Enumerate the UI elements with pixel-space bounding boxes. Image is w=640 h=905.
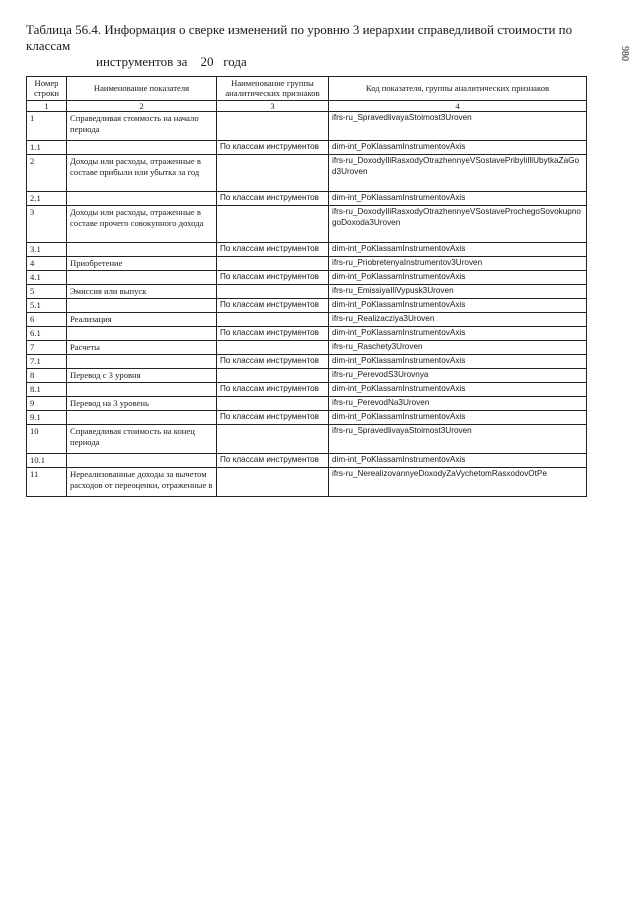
column-number: 1 bbox=[27, 100, 67, 111]
header-indicator-code: Код показателя, группы аналитических признаков bbox=[329, 77, 587, 101]
indicator-code-cell: ifrs-ru_SpravedlivayaStoimost3Uroven bbox=[329, 112, 587, 141]
column-number: 4 bbox=[329, 100, 587, 111]
row-number-cell: 2.1 bbox=[27, 192, 67, 206]
indicator-name-cell bbox=[67, 141, 217, 155]
table-header-row bbox=[27, 77, 587, 101]
indicator-code-cell: dim-int_PoKlassamInstrumentovAxis bbox=[329, 454, 587, 468]
row-number-cell: 3 bbox=[27, 206, 67, 243]
row-number-cell: 4 bbox=[27, 257, 67, 271]
title-line-2-blank-year: 20 bbox=[200, 54, 214, 69]
indicator-name-cell: Справедливая стоимость на конец периода bbox=[67, 425, 217, 454]
table-title bbox=[26, 22, 614, 70]
indicator-code-cell: ifrs-ru_PriobretenyaInstrumentov3Uroven bbox=[329, 257, 587, 271]
row-number-cell: 1 bbox=[27, 112, 67, 141]
indicator-name-cell bbox=[67, 327, 217, 341]
row-number-cell: 7.1 bbox=[27, 355, 67, 369]
row-number-cell: 9.1 bbox=[27, 411, 67, 425]
indicator-code-cell: ifrs-ru_DoxodyIliRasxodyOtrazhennyeVSostavePribyliIliUbytkaZaGod3Uroven bbox=[329, 155, 587, 192]
table-row bbox=[27, 454, 587, 468]
table-row bbox=[27, 355, 587, 369]
table-row bbox=[27, 112, 587, 141]
indicator-name-cell: Перевод с 3 уровня bbox=[67, 369, 217, 383]
indicator-name-cell bbox=[67, 383, 217, 397]
indicator-code-cell: dim-int_PoKlassamInstrumentovAxis bbox=[329, 141, 587, 155]
row-number-cell: 5 bbox=[27, 285, 67, 299]
table-row bbox=[27, 155, 587, 192]
group-name-cell: По классам инструментов bbox=[217, 271, 329, 285]
table-row bbox=[27, 411, 587, 425]
indicator-code-cell: ifrs-ru_PerevodS3Urovnya bbox=[329, 369, 587, 383]
group-name-cell bbox=[217, 313, 329, 327]
column-number: 2 bbox=[67, 100, 217, 111]
table-body bbox=[27, 112, 587, 497]
indicator-name-cell bbox=[67, 243, 217, 257]
group-name-cell: По классам инструментов bbox=[217, 141, 329, 155]
indicator-name-cell: Справедливая стоимость на начало периода bbox=[67, 112, 217, 141]
group-name-cell: По классам инструментов bbox=[217, 383, 329, 397]
table-row bbox=[27, 383, 587, 397]
table-row bbox=[27, 299, 587, 313]
table-row bbox=[27, 285, 587, 299]
table-row bbox=[27, 271, 587, 285]
row-number-cell: 5.1 bbox=[27, 299, 67, 313]
indicator-name-cell bbox=[67, 271, 217, 285]
indicator-name-cell: Реализация bbox=[67, 313, 217, 327]
row-number-cell: 8 bbox=[27, 369, 67, 383]
indicator-name-cell: Приобретение bbox=[67, 257, 217, 271]
table-row bbox=[27, 397, 587, 411]
column-number: 3 bbox=[217, 100, 329, 111]
table-row bbox=[27, 327, 587, 341]
header-group-name: Наименование группы аналитических признаков bbox=[217, 77, 329, 101]
group-name-cell bbox=[217, 341, 329, 355]
title-line-2-year-word: года bbox=[223, 54, 247, 69]
indicator-code-cell: dim-int_PoKlassamInstrumentovAxis bbox=[329, 411, 587, 425]
group-name-cell bbox=[217, 468, 329, 497]
group-name-cell bbox=[217, 155, 329, 192]
row-number-cell: 6.1 bbox=[27, 327, 67, 341]
group-name-cell bbox=[217, 425, 329, 454]
indicator-code-cell: ifrs-ru_SpravedlivayaStoimost3Uroven bbox=[329, 425, 587, 454]
indicator-code-cell: dim-int_PoKlassamInstrumentovAxis bbox=[329, 192, 587, 206]
group-name-cell: По классам инструментов bbox=[217, 355, 329, 369]
title-line-2: инструментов за bbox=[96, 54, 188, 69]
table-row bbox=[27, 341, 587, 355]
table-row bbox=[27, 243, 587, 257]
row-number-cell: 10 bbox=[27, 425, 67, 454]
indicator-name-cell: Перевод на 3 уровень bbox=[67, 397, 217, 411]
table-row bbox=[27, 425, 587, 454]
indicator-name-cell: Расчеты bbox=[67, 341, 217, 355]
group-name-cell: По классам инструментов bbox=[217, 243, 329, 257]
column-number-row bbox=[27, 100, 587, 111]
row-number-cell: 1.1 bbox=[27, 141, 67, 155]
table-row bbox=[27, 369, 587, 383]
table-row bbox=[27, 468, 587, 497]
header-indicator-name: Наименование показателя bbox=[67, 77, 217, 101]
group-name-cell: По классам инструментов bbox=[217, 454, 329, 468]
indicator-code-cell: dim-int_PoKlassamInstrumentovAxis bbox=[329, 299, 587, 313]
reconciliation-table bbox=[26, 76, 587, 497]
indicator-name-cell: Эмиссия или выпуск bbox=[67, 285, 217, 299]
row-number-cell: 9 bbox=[27, 397, 67, 411]
indicator-code-cell: ifrs-ru_NerealizovannyeDoxodyZaVychetomRasxodovOtPe bbox=[329, 468, 587, 497]
indicator-name-cell bbox=[67, 192, 217, 206]
group-name-cell bbox=[217, 112, 329, 141]
indicator-name-cell bbox=[67, 411, 217, 425]
group-name-cell: По классам инструментов bbox=[217, 299, 329, 313]
row-number-cell: 8.1 bbox=[27, 383, 67, 397]
page-number: 980 bbox=[619, 46, 630, 61]
indicator-code-cell: dim-int_PoKlassamInstrumentovAxis bbox=[329, 243, 587, 257]
indicator-name-cell: Доходы или расходы, отраженные в составе прочего совокупного дохода bbox=[67, 206, 217, 243]
row-number-cell: 11 bbox=[27, 468, 67, 497]
title-line-1: Таблица 56.4. Информация о сверке изменений по уровню 3 иерархии справедливой стоимости по классам bbox=[26, 22, 573, 53]
indicator-name-cell bbox=[67, 454, 217, 468]
table-row bbox=[27, 141, 587, 155]
group-name-cell bbox=[217, 369, 329, 383]
group-name-cell bbox=[217, 257, 329, 271]
row-number-cell: 7 bbox=[27, 341, 67, 355]
group-name-cell: По классам инструментов bbox=[217, 192, 329, 206]
row-number-cell: 4.1 bbox=[27, 271, 67, 285]
indicator-code-cell: ifrs-ru_Realizacziya3Uroven bbox=[329, 313, 587, 327]
indicator-name-cell: Доходы или расходы, отраженные в составе прибыли или убытка за год bbox=[67, 155, 217, 192]
group-name-cell: По классам инструментов bbox=[217, 327, 329, 341]
row-number-cell: 2 bbox=[27, 155, 67, 192]
table-row bbox=[27, 206, 587, 243]
indicator-name-cell bbox=[67, 355, 217, 369]
indicator-code-cell: dim-int_PoKlassamInstrumentovAxis bbox=[329, 327, 587, 341]
group-name-cell bbox=[217, 285, 329, 299]
group-name-cell: По классам инструментов bbox=[217, 411, 329, 425]
indicator-code-cell: dim-int_PoKlassamInstrumentovAxis bbox=[329, 271, 587, 285]
group-name-cell bbox=[217, 397, 329, 411]
indicator-code-cell: ifrs-ru_DoxodyIliRasxodyOtrazhennyeVSostaveProchegoSovokupnogoDoxoda3Uroven bbox=[329, 206, 587, 243]
indicator-code-cell: ifrs-ru_EmissiyaIliVypusk3Uroven bbox=[329, 285, 587, 299]
row-number-cell: 10.1 bbox=[27, 454, 67, 468]
indicator-code-cell: ifrs-ru_PerevodNa3Uroven bbox=[329, 397, 587, 411]
table-row bbox=[27, 192, 587, 206]
group-name-cell bbox=[217, 206, 329, 243]
row-number-cell: 3.1 bbox=[27, 243, 67, 257]
table-row bbox=[27, 257, 587, 271]
row-number-cell: 6 bbox=[27, 313, 67, 327]
indicator-name-cell bbox=[67, 299, 217, 313]
header-row-number: Номер строки bbox=[27, 77, 67, 101]
indicator-code-cell: dim-int_PoKlassamInstrumentovAxis bbox=[329, 383, 587, 397]
table-row bbox=[27, 313, 587, 327]
indicator-code-cell: dim-int_PoKlassamInstrumentovAxis bbox=[329, 355, 587, 369]
indicator-code-cell: ifrs-ru_Raschety3Uroven bbox=[329, 341, 587, 355]
indicator-name-cell: Нереализованные доходы за вычетом расходов от переоценки, отраженные в bbox=[67, 468, 217, 497]
